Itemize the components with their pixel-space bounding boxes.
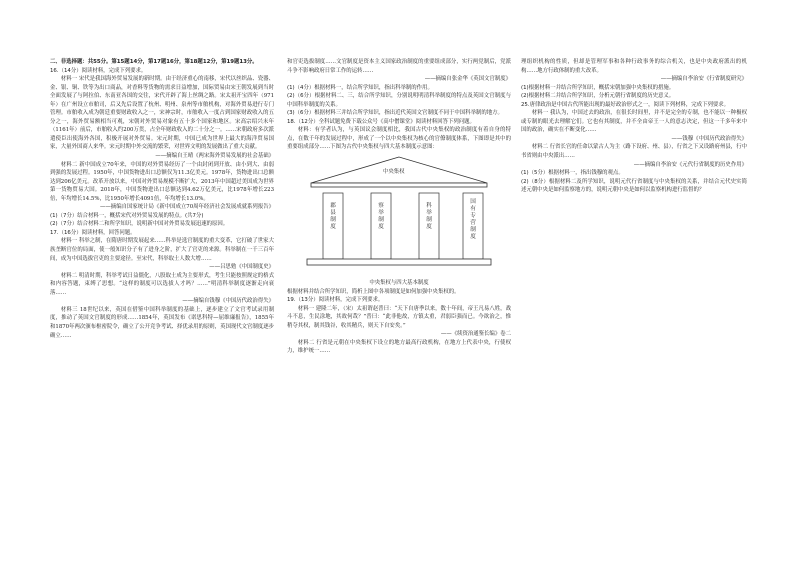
- question-text: (3)（6分）根据材料三并结合所学知识，指出近代英国文官制度不同于中国科举制的地方。: [287, 110, 503, 117]
- question-text: 16.（14分）阅读材料，完成下列要求。: [50, 67, 147, 74]
- material-paragraph: 材料二 明清时期，科举考试日益僵化，八股取士成为主要形式，考生只能按照规定的格式和内容答题，束缚了思想。“这样的制度可以选拔人才吗？……”明清科举制度逐渐走向衰落……: [50, 272, 274, 296]
- source-citation: ——吕思勉《中国制度史》: [209, 264, 274, 271]
- source-citation: ——《续资治通鉴长编》卷二: [440, 331, 511, 338]
- column-middle-body: [287, 58, 511, 152]
- source-citation: ——摘编自王晴《两宋海外贸易发展的社会基础》: [155, 153, 274, 160]
- question-text: (2)（6分）根据材料二、三，结合所学知识，分别说明明清科举制度的特点及英国文官制度与中国科举制度的关系。: [287, 93, 511, 108]
- question-text: (1)（5分）根据材料一，指出钱穆的观点。: [521, 170, 624, 177]
- column-middle: [287, 58, 511, 356]
- diagram-central-power: [287, 155, 511, 277]
- material-paragraph: 材料三 18世纪以来，英国在借鉴中国科举制度的基础上，逐步建立了文官考试录用制度，推动了英国文官制度的形成……1854年，英国发布《诺思科特—屈维廉报告》，1855年和1870年两次颁布枢密院令，确立了公开竞争考试、择优录用的原则，英国现代文官制度逐步确立……: [50, 306, 274, 339]
- material-paragraph: 材料一 宋代是我国海外贸易发展的新时期。由于经济重心的南移，宋代以丝织品、瓷器、金、银、铜、铁等为出口商品，对香料等货物的需求日益增加，国际贸易由宋王朝发展到当时全面发展了与阿拉伯、东南亚各国的交往，宋代开辟了海上丝绸之路。宋太祖开宝四年（971年）在广州设立市舶司，后又先后设置了杭州、明州、泉州等市舶机构，对海外贸易进行专门管理。市舶收入成为朝廷重要财政收入之一，宋神宗时，市舶收入一度占到国家财政收入的五分之一，海外贸易额相当可观，宋朝对外贸易对象有五十多个国家和地区。宋高宗绍兴末年（1161年）前后，市舶收入约200万贯，占全年财政收入的二十分之一。……宋朝政府多次派遣使臣出使海外各国，积极开展对外贸易。宋元时期，中国已成为世界上最大的海洋贸易国家，大量外国商人来华。宋元时期中外交流的繁荣，对世界文明的发展做出了重大贡献。: [50, 76, 274, 151]
- column-left: [50, 58, 274, 340]
- column-right-body: [521, 58, 747, 195]
- material-paragraph: 材料一 建隆二年，（宋）太祖谓赵普曰：“天下自唐季以来，数十年间，帝王凡易八姓，战斗不息，生民涂地，其故何哉？”普曰：“此非他故，方镇太重，君弱臣强而已。今欲治之，惟稍夺其权，制其钱谷，收其精兵，则天下自安矣。”: [287, 305, 511, 329]
- source-citation: ——摘编自钱穆《中国历代政治得失》: [182, 298, 274, 305]
- material-paragraph: 材料二 新中国成立70年来，中国的对外贸易经历了一个由封闭到开放、由小到大、由弱到强的发展过程。1950年，中国货物进出口总额仅为11.3亿美元。1978年，货物进出口总额达到206亿美元。改革开放以来，中国对外贸易规模不断扩大，2013年中国超过美国成为世界第一货物贸易大国。2018年，中国货物进出口总额达到4.62万亿美元，比1978年增长223倍，年均增长14.5%，比1950年增长4091倍，年均增长13.0%。: [50, 161, 274, 202]
- source-citation: ——摘编自李治安《元代行省制度的历史作用》: [633, 161, 747, 168]
- question-text: 25.唐律政治是中国古代所能出现的最好政治形式之一，阅读下列材料，完成下列要求。: [521, 101, 730, 108]
- source-citation: ——钱穆《中国历代政治得失》: [671, 135, 747, 142]
- question-text: (2)（7分）结合材料二和所学知识，说明新中国对外贸易发展迅速的原因。: [50, 221, 229, 228]
- question-text: 根据材料并结合所学知识，简析上图中各项制度是如何加强中央集权的。: [287, 288, 460, 295]
- material-paragraph: 材料二 行省是元朝在中央集权下设立的地方最高行政机构，在地方上代表中央，行使权力，维护统一……: [287, 339, 511, 355]
- section-header: 二、非选择题：共55分。第15题14分，第17题16分，第18题12分，第19题13分。: [50, 59, 258, 65]
- question-text: (2)根据材料二并结合所学知识，分析元朝行省制度的历史意义。: [521, 93, 675, 100]
- question-text: 18.（12分）全科试题免费下载公众号《高中僧课堂》阅读材料回答下列问题。: [287, 118, 475, 125]
- question-text: (1)（4分）根据材料一，结合所学知识，指出科举制的作用。: [287, 84, 433, 91]
- source-citation: ——摘编自国家统计局《新中国成立70周年经济社会发展成就系列报告》: [100, 204, 274, 211]
- material-paragraph: 和官吏选拔制度……文官制度是资本主义国家政治制度的重要组成部分，实行两党制后，党派斗争不影响政府日常工作的运转……: [287, 59, 511, 74]
- diagram-roof-label: 中央集权: [383, 169, 405, 176]
- material-paragraph: 理组织机构的性质，但却是管理军事和各种行政事务的综合机关，也是中央政府派出的机构……地方行政体制的重大改革。: [521, 59, 747, 74]
- material-paragraph: 材料：有学者认为，与英国议会制度相比，我国古代中央集权的政治制度有着自身的特点，在数千年的发展过程中，形成了一个以中央集权为核心的官僚制度体系，下图即是其中的重要组成部分……下图为古代中央集权与四大基本制度示意图：: [287, 127, 511, 151]
- question-text: (2)（8分）根据材料二及所学知识，说明元代行省制度与中央集权的关系，并结合元代史实简述元朝中央是如何监察地方的，说明元朝中央是如何以监察机构进行监督的？: [521, 178, 747, 194]
- material-paragraph: 材料二 行省长官的任命以蒙古人为主（路下设府、州、县），行省之下又设路府州县，行中书省则由中央派出……: [521, 144, 747, 160]
- material-paragraph: 材料一 我认为，中国过去的政治，在很长时间里，并不是完全的专制，也不能以一种极权或专制的眼光去理解它们。它也有其制度，并不全由帝王一人的意志决定，但这一千多年来中国的政治，确实在不断变化……: [521, 110, 747, 134]
- question-text: (1)（7分）结合材料一，概括宋代对外贸易发展的特点。(共7分): [50, 212, 204, 219]
- question-text: 19.（13分）阅读材料，完成下列要求。: [287, 297, 384, 304]
- diagram-pillar-4: 国有专营制度: [470, 199, 476, 241]
- source-citation: ——摘编自李治安《行省制度研究》: [660, 76, 747, 83]
- column-right: [521, 58, 747, 195]
- diagram-caption: 中央集权与四大基本制度: [369, 280, 429, 287]
- material-paragraph: 材料一 科举之制，在隋唐时期发展起来……科举是选官制度的重大变革，它打破了世家大族垄断官位的局面，使一般知识分子有了进身之阶，扩大了官吏的来源。科举制在一千三百年间，成为中国选拔官吏的主要途径。至宋代，科举取士人数大增……: [50, 238, 274, 262]
- diagram-pillar-3: 科举制度: [426, 203, 432, 231]
- column-middle-body-2: [287, 288, 511, 356]
- diagram-pillar-2: 察举制度: [378, 203, 384, 231]
- question-text: 17.（16分）阅读材料，回答问题。: [50, 229, 136, 236]
- diagram-pillar-1: 郡县制度: [330, 203, 336, 231]
- question-text: (1)根据材料一并结合所学知识，概括宋朝加强中央集权的措施。: [521, 84, 675, 91]
- source-citation: ——摘编自张金华《英国文官制度》: [424, 76, 511, 83]
- column-left-body: [50, 67, 274, 341]
